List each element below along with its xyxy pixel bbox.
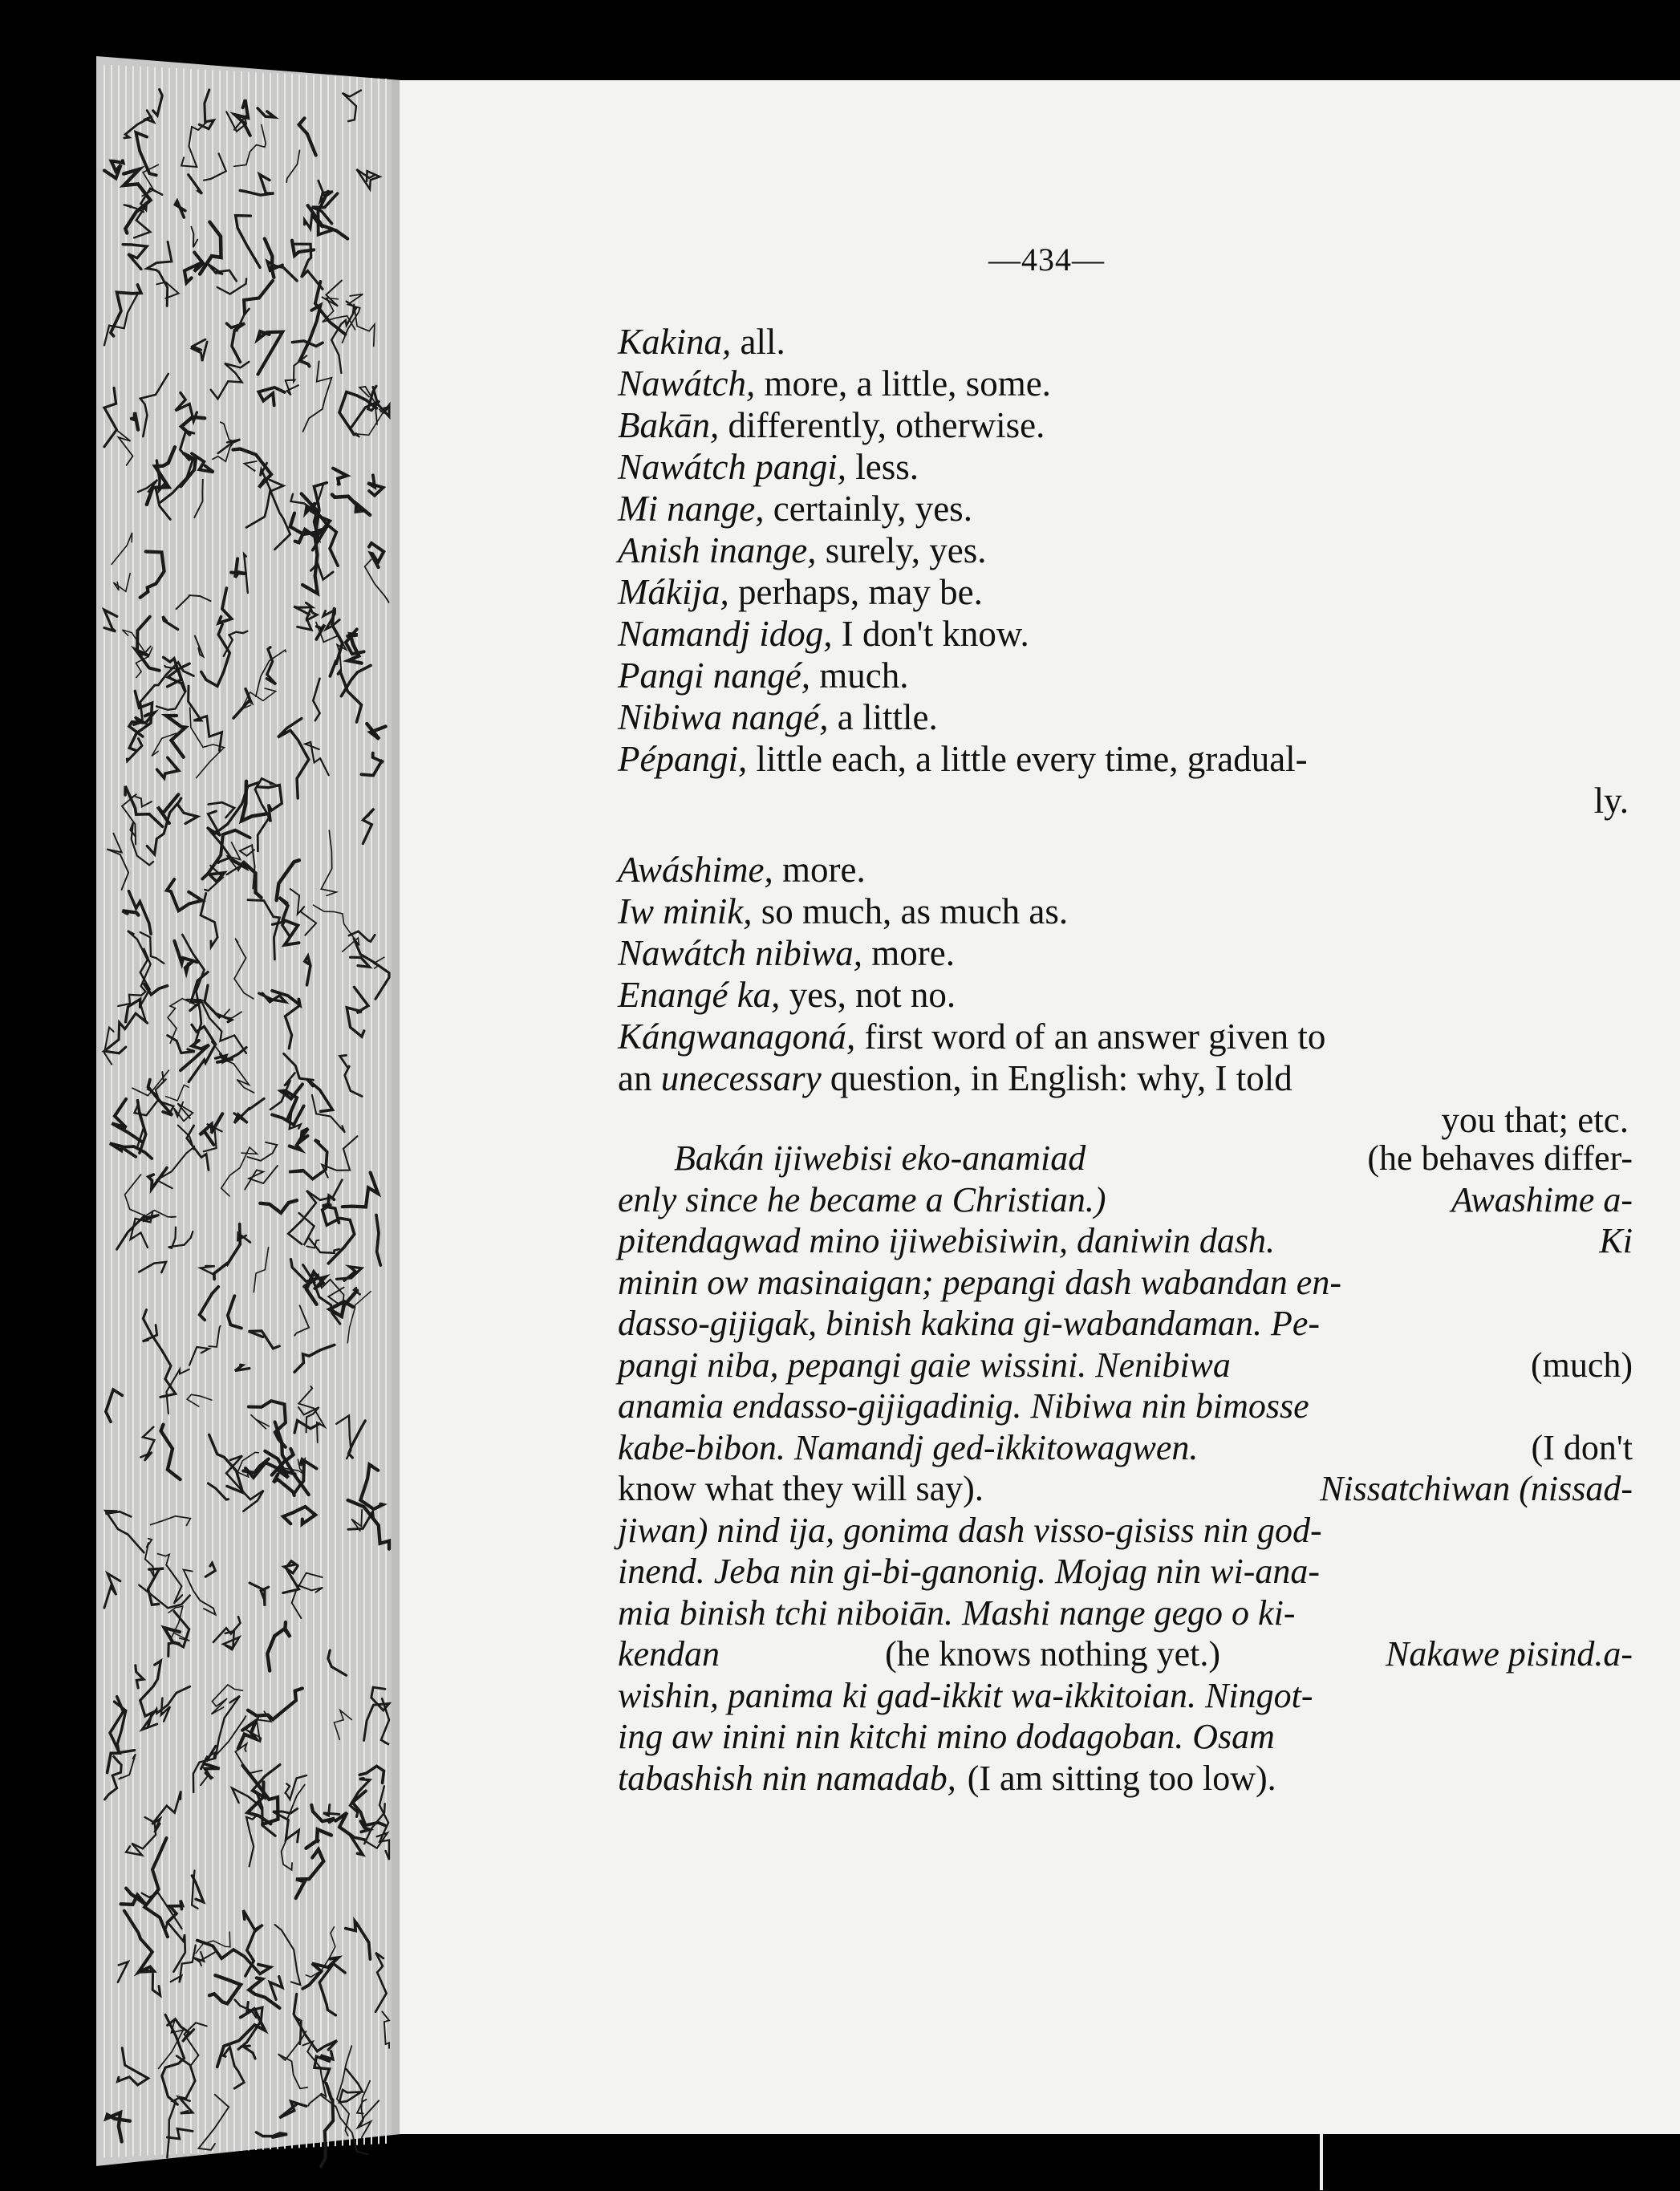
vocab-entry <box>618 738 1629 780</box>
english-gloss: (he behaves differ- <box>1367 1138 1633 1178</box>
headword: Awáshime, <box>618 850 773 890</box>
vocab-entry <box>618 613 1629 655</box>
headword: Namandj idog, <box>618 614 833 654</box>
vocab-entry <box>618 488 1629 529</box>
gloss: more. <box>862 933 955 973</box>
paragraph-line <box>618 1510 1633 1552</box>
paragraph-line <box>618 1427 1633 1469</box>
vocab-entry <box>618 404 1629 446</box>
paragraph-line <box>618 1633 1633 1675</box>
page-number: —434— <box>988 241 1105 278</box>
headword: Mákija, <box>618 572 729 612</box>
gloss-continuation: ly. <box>1593 781 1629 821</box>
english-gloss: know what they will say). <box>618 1469 984 1508</box>
headword: Kakina, <box>618 322 732 362</box>
paragraph-line <box>618 1468 1633 1510</box>
vocab-entry <box>618 655 1629 696</box>
ojibwe-text: enly since he became a Christian.) <box>618 1179 1106 1219</box>
paragraph-line <box>618 1138 1633 1179</box>
ojibwe-text: jiwan) nind ija, gonima dash visso-gisiss nin god- <box>618 1510 1322 1550</box>
continuation-rest: question, in English: why, I told <box>821 1058 1292 1098</box>
gloss: perhaps, may be. <box>728 572 983 612</box>
ojibwe-text: Bakán ijiwebisi eko-anamiad <box>674 1138 1086 1178</box>
gloss-continuation: you that; etc. <box>1441 1100 1629 1140</box>
ojibwe-text: Nissatchiwan (nissad- <box>1320 1469 1633 1508</box>
ojibwe-text: Nakawe pisind.a- <box>1386 1634 1633 1674</box>
vocab-entry <box>618 446 1629 488</box>
vocab-entry <box>618 891 1629 932</box>
gloss: more. <box>773 850 866 890</box>
gloss: little each, a little every time, gradual- <box>747 739 1308 779</box>
headword: Nibiwa nangé, <box>618 697 829 737</box>
headword: Bakān, <box>618 405 720 445</box>
ojibwe-text: Awashime a- <box>1451 1179 1633 1219</box>
headword: Mi nange, <box>618 489 765 529</box>
paragraph-line <box>618 1303 1633 1345</box>
vocabulary-list <box>618 321 1629 1141</box>
ojibwe-text: kabe-bibon. Namandj ged-ikkitowagwen. <box>618 1427 1199 1467</box>
paragraph-line <box>618 1345 1633 1386</box>
gloss: I don't know. <box>832 614 1029 654</box>
gloss: first word of an answer given to <box>855 1016 1326 1057</box>
headword: Kángwanagoná, <box>618 1016 856 1057</box>
vocab-entry <box>618 974 1629 1016</box>
ojibwe-text: dasso-gijigak, binish kakina gi-wabandaman. Pe- <box>618 1304 1321 1343</box>
paragraph-line <box>618 1551 1633 1593</box>
gloss: certainly, yes. <box>764 489 972 529</box>
english-gloss: (he knows nothing yet.) <box>885 1634 1220 1674</box>
gloss: more, a little, some. <box>755 363 1051 404</box>
paragraph-line <box>618 1593 1633 1634</box>
paragraph-line <box>618 1758 1633 1799</box>
continuation-prefix: an <box>618 1058 661 1098</box>
vocab-entry <box>618 529 1629 571</box>
gloss: much. <box>810 655 909 696</box>
headword: Nawátch pangi, <box>618 447 847 487</box>
headword: Nawátch nibiwa, <box>618 933 863 973</box>
gloss: less. <box>846 447 919 487</box>
paragraph-line <box>618 1220 1633 1262</box>
vocab-entry <box>618 571 1629 613</box>
vocab-entry <box>618 363 1629 404</box>
headword: Pépangi, <box>618 739 748 779</box>
ojibwe-text: pangi niba, pepangi gaie wissini. Nenibiwa <box>618 1345 1231 1385</box>
gloss: so much, as much as. <box>752 891 1069 931</box>
ojibwe-text: ing aw inini nin kitchi mino dodagoban. Osam <box>618 1717 1275 1756</box>
scan-artifact <box>1320 2134 1323 2190</box>
gloss: all. <box>731 322 785 362</box>
vocab-entry <box>618 849 1629 891</box>
ojibwe-text: kendan <box>618 1634 720 1674</box>
paragraph-line <box>618 1675 1633 1717</box>
gloss: surely, yes. <box>816 530 987 570</box>
headword: Iw minik, <box>618 891 753 931</box>
paragraph-line <box>618 1716 1633 1758</box>
ojibwe-text: inend. Jeba nin gi-bi-ganonig. Mojag nin wi-ana- <box>618 1552 1320 1591</box>
ojibwe-text: pitendagwad mino ijiwebisiwin, daniwin dash. <box>618 1221 1275 1260</box>
ojibwe-text: mia binish tchi niboiān. Mashi nange gego o ki- <box>618 1593 1296 1633</box>
vocab-entry <box>618 932 1629 974</box>
continuation-italic: unecessary <box>660 1058 822 1098</box>
headword: Nawátch, <box>618 363 756 404</box>
vocab-entry <box>618 696 1629 738</box>
ojibwe-text: anamia endasso-gijigadinig. Nibiwa nin bimosse <box>618 1386 1309 1426</box>
gloss: a little. <box>828 697 938 737</box>
ojibwe-text: minin ow masinaigan; pepangi dash wabandan en- <box>618 1262 1341 1302</box>
ojibwe-text: tabashish nin namadab, <box>618 1758 956 1798</box>
example-paragraph <box>618 1138 1633 1799</box>
english-gloss: (I don't <box>1531 1427 1633 1467</box>
vocab-entry <box>618 321 1629 363</box>
headword: Enangé ka, <box>618 975 781 1015</box>
paragraph-line <box>618 1179 1633 1221</box>
headword: Anish inange, <box>618 530 817 570</box>
paragraph-line <box>618 1262 1633 1304</box>
headword: Pangi nangé, <box>618 655 810 696</box>
english-gloss: (I am sitting too low). <box>967 1758 1276 1798</box>
vocab-entry <box>618 1016 1629 1057</box>
ojibwe-text: wishin, panima ki gad-ikkit wa-ikkitoian. Ningot- <box>618 1675 1313 1715</box>
gloss: yes, not no. <box>780 975 956 1015</box>
vocab-entry-continuation <box>618 1057 1629 1099</box>
ojibwe-text: Ki <box>1599 1221 1633 1260</box>
paragraph-line <box>618 1386 1633 1427</box>
english-gloss: (much) <box>1530 1345 1633 1385</box>
gloss: differently, otherwise. <box>719 405 1045 445</box>
